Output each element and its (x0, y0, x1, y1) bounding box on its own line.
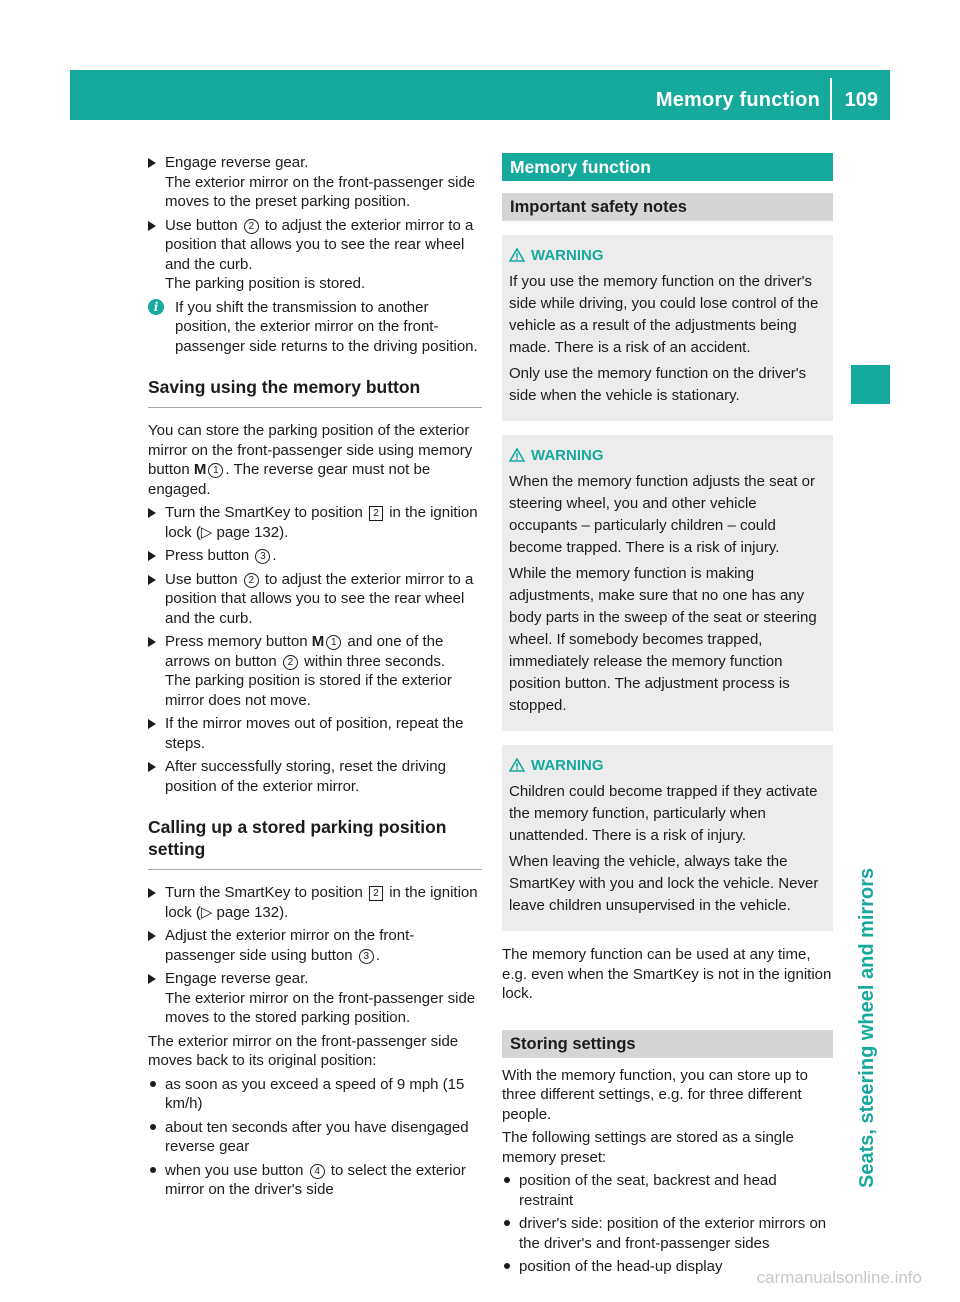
step-text-end: ). (279, 523, 289, 541)
info-note (148, 298, 482, 357)
warning-text: When the memory function adjusts the seat or steering wheel, you and other vehicle occupants – particularly children – could become trapped. There is a risk of injury. (509, 473, 815, 556)
warning-text: Only use the memory function on the driver's side when the vehicle is stationary. (509, 365, 807, 404)
calling-step-1 (148, 883, 482, 922)
step-text-post: . (272, 547, 277, 564)
key-position-icon: 2 (369, 506, 383, 521)
warning-box-3 (502, 745, 833, 931)
storing-para-2: The following settings are stored as a single memory preset: (502, 1129, 794, 1166)
step-text-post: . (375, 946, 380, 964)
step-engage-reverse (148, 153, 482, 212)
circled-1-icon: 1 (326, 635, 341, 650)
storing-para-1: With the memory function, you can store up to three different settings, e.g. for three different people. (502, 1066, 808, 1123)
bullet-text: driver's side: position of the exterior mirrors on the driver's and front-passenger sides (519, 1215, 827, 1252)
step-text-post: in the ignition lock ( (165, 884, 478, 921)
bullet-dot-icon (504, 1177, 510, 1183)
step-text-mid: and one of the arrows on button (165, 633, 444, 670)
step-text-end: ). (279, 903, 289, 921)
heading-saving: Saving using the memory button (148, 376, 482, 408)
calling-step-2 (148, 926, 482, 965)
warning-title (509, 755, 827, 777)
warning-title (509, 245, 827, 267)
step-text-pre: Use button (165, 570, 242, 588)
bullet-text: position of the head-up display (519, 1258, 723, 1275)
chapter-side-label: Seats, steering wheel and mirrors (856, 867, 878, 1188)
step-arrow-icon (148, 575, 156, 585)
step-arrow-icon (148, 974, 156, 984)
step-text: Engage reverse gear. The exterior mirror on the front-passenger side moves to the stored parking position. (165, 970, 476, 1026)
circled-1-icon: 1 (208, 463, 223, 478)
warning-triangle-icon (509, 758, 525, 772)
warning-triangle-icon (509, 448, 525, 462)
heading-calling: Calling up a stored parking position setting (148, 816, 482, 870)
warning-text: When leaving the vehicle, always take the SmartKey with you and lock the vehicle. Never leave children unsupervised in the vehicle. (509, 853, 819, 914)
step-text-pre: Adjust the exterior mirror on the front-passenger side using button (165, 927, 415, 964)
saving-step-4 (148, 632, 482, 710)
calling-para: The exterior mirror on the front-passenger side moves back to its original position: (148, 1032, 459, 1069)
warning-label: WARNING (531, 757, 604, 774)
section-heading-memory-function: Memory function (502, 153, 833, 181)
heading-important-safety-notes: Important safety notes (502, 193, 833, 221)
warning-label: WARNING (531, 247, 604, 264)
warning-text: If you use the memory function on the driver's side while driving, you could lose control of the vehicle as a result of the adjustments being made. There is a risk of an accident. (509, 273, 819, 356)
step-text-pre: Press memory button (165, 633, 312, 650)
step-text-post: to adjust the exterior mirror to a position that allows you to see the rear wheel and the curb. (165, 570, 474, 627)
step-arrow-icon (148, 888, 156, 898)
page-ref-link[interactable]: page 132 (216, 903, 280, 921)
bullet-text: as soon as you exceed a speed of 9 mph (15 km/h) (165, 1075, 465, 1112)
chapter-tab-marker (851, 365, 890, 404)
storing-bullet-2 (502, 1214, 833, 1253)
warning-title (509, 445, 827, 467)
step-text-post: in the ignition lock ( (165, 504, 478, 541)
bullet-dot-icon (504, 1263, 510, 1269)
bullet-text-post: to select the exterior mirror on the driver's side (165, 1161, 466, 1198)
info-text: If you shift the transmission to another position, the exterior mirror on the front-passenger side returns to the driving position. (175, 298, 478, 355)
running-header-title: Memory function (655, 89, 820, 111)
step-text: After successfully storing, reset the driving position of the exterior mirror. (165, 758, 446, 795)
step-text-pre: Turn the SmartKey to position (165, 884, 368, 901)
step-text-pre: Press button (165, 547, 254, 564)
bullet-text: position of the seat, backrest and head restraint (519, 1172, 777, 1209)
warning-box-2 (502, 435, 833, 731)
memory-button-label: M (193, 461, 207, 478)
step-arrow-icon (148, 551, 156, 561)
calling-bullet-3 (148, 1161, 482, 1200)
warning-text: While the memory function is making adjustments, make sure that no one has any body parts in the sweep of the seat or steering wheel. If somebody becomes trapped, immediately release the memory function position button. The adjustment process is stopped. (509, 565, 817, 714)
step-arrow-icon (148, 158, 156, 168)
heading-storing-settings: Storing settings (502, 1030, 833, 1058)
step-arrow-icon (148, 637, 156, 647)
step-text-pre: Turn the SmartKey to position (165, 504, 368, 521)
key-position-icon: 2 (369, 886, 383, 901)
step-text-post: to adjust the exterior mirror to a position that allows you to see the rear wheel and the curb. The parking position is stored. (165, 216, 474, 292)
step-text-pre: Use button (165, 216, 242, 234)
step-arrow-icon (148, 508, 156, 518)
page-ref-link[interactable]: page 132 (216, 523, 280, 541)
saving-intro (148, 421, 482, 499)
saving-step-3 (148, 570, 482, 629)
header-divider (830, 78, 832, 120)
bullet-text: about ten seconds after you have disengaged reverse gear (165, 1118, 469, 1155)
page-ref-arrow-icon: ▷ (200, 523, 217, 541)
saving-intro-post: . The reverse gear must not be engaged. (148, 461, 431, 498)
bullet-text-pre: when you use button (165, 1161, 308, 1179)
calling-bullet-2 (148, 1118, 482, 1157)
warning-label: WARNING (531, 447, 604, 464)
step-text-post: within three seconds. The parking position is stored if the exterior mirror does not move. (165, 652, 452, 709)
memory-button-label: M (311, 633, 325, 650)
info-icon: i (148, 299, 164, 315)
saving-step-1 (148, 503, 482, 542)
page-number: 109 (844, 89, 878, 111)
warning-text: Children could become trapped if they activate the memory function, particularly when unattended. There is a risk of injury. (509, 783, 818, 844)
saving-intro-pre: You can store the parking position of the exterior mirror on the front-passenger side using memory button (148, 422, 473, 478)
footer-watermark: carmanualsonline.info (756, 1268, 922, 1287)
circled-2-icon: 2 (244, 573, 259, 588)
step-text: If the mirror moves out of position, repeat the steps. (165, 715, 464, 752)
step-arrow-icon (148, 762, 156, 772)
memory-usage-note: The memory function can be used at any time, e.g. even when the SmartKey is not in the ignition lock. (502, 946, 832, 1002)
bullet-dot-icon (150, 1081, 156, 1087)
page-ref-arrow-icon: ▷ (200, 903, 217, 921)
circled-3-icon: 3 (359, 949, 374, 964)
step-arrow-icon (148, 221, 156, 231)
saving-step-2 (148, 546, 482, 566)
bullet-dot-icon (150, 1124, 156, 1130)
circled-2-icon: 2 (244, 219, 259, 234)
left-column (148, 153, 482, 1204)
circled-4-icon: 4 (310, 1164, 325, 1179)
bullet-dot-icon (150, 1167, 156, 1173)
step-arrow-icon (148, 931, 156, 941)
step-use-button (148, 216, 482, 294)
warning-triangle-icon (509, 248, 525, 262)
calling-bullet-1 (148, 1075, 482, 1114)
storing-bullet-1 (502, 1171, 833, 1210)
circled-2-icon: 2 (283, 655, 298, 670)
saving-step-6 (148, 757, 482, 796)
header-bar (70, 70, 890, 120)
circled-3-icon: 3 (255, 549, 270, 564)
bullet-dot-icon (504, 1220, 510, 1226)
step-text: Engage reverse gear. The exterior mirror on the front-passenger side moves to the preset parking position. (165, 154, 476, 210)
saving-step-5 (148, 714, 482, 753)
calling-step-3 (148, 969, 482, 1028)
right-column (502, 153, 833, 1281)
step-arrow-icon (148, 719, 156, 729)
warning-box-1 (502, 235, 833, 421)
